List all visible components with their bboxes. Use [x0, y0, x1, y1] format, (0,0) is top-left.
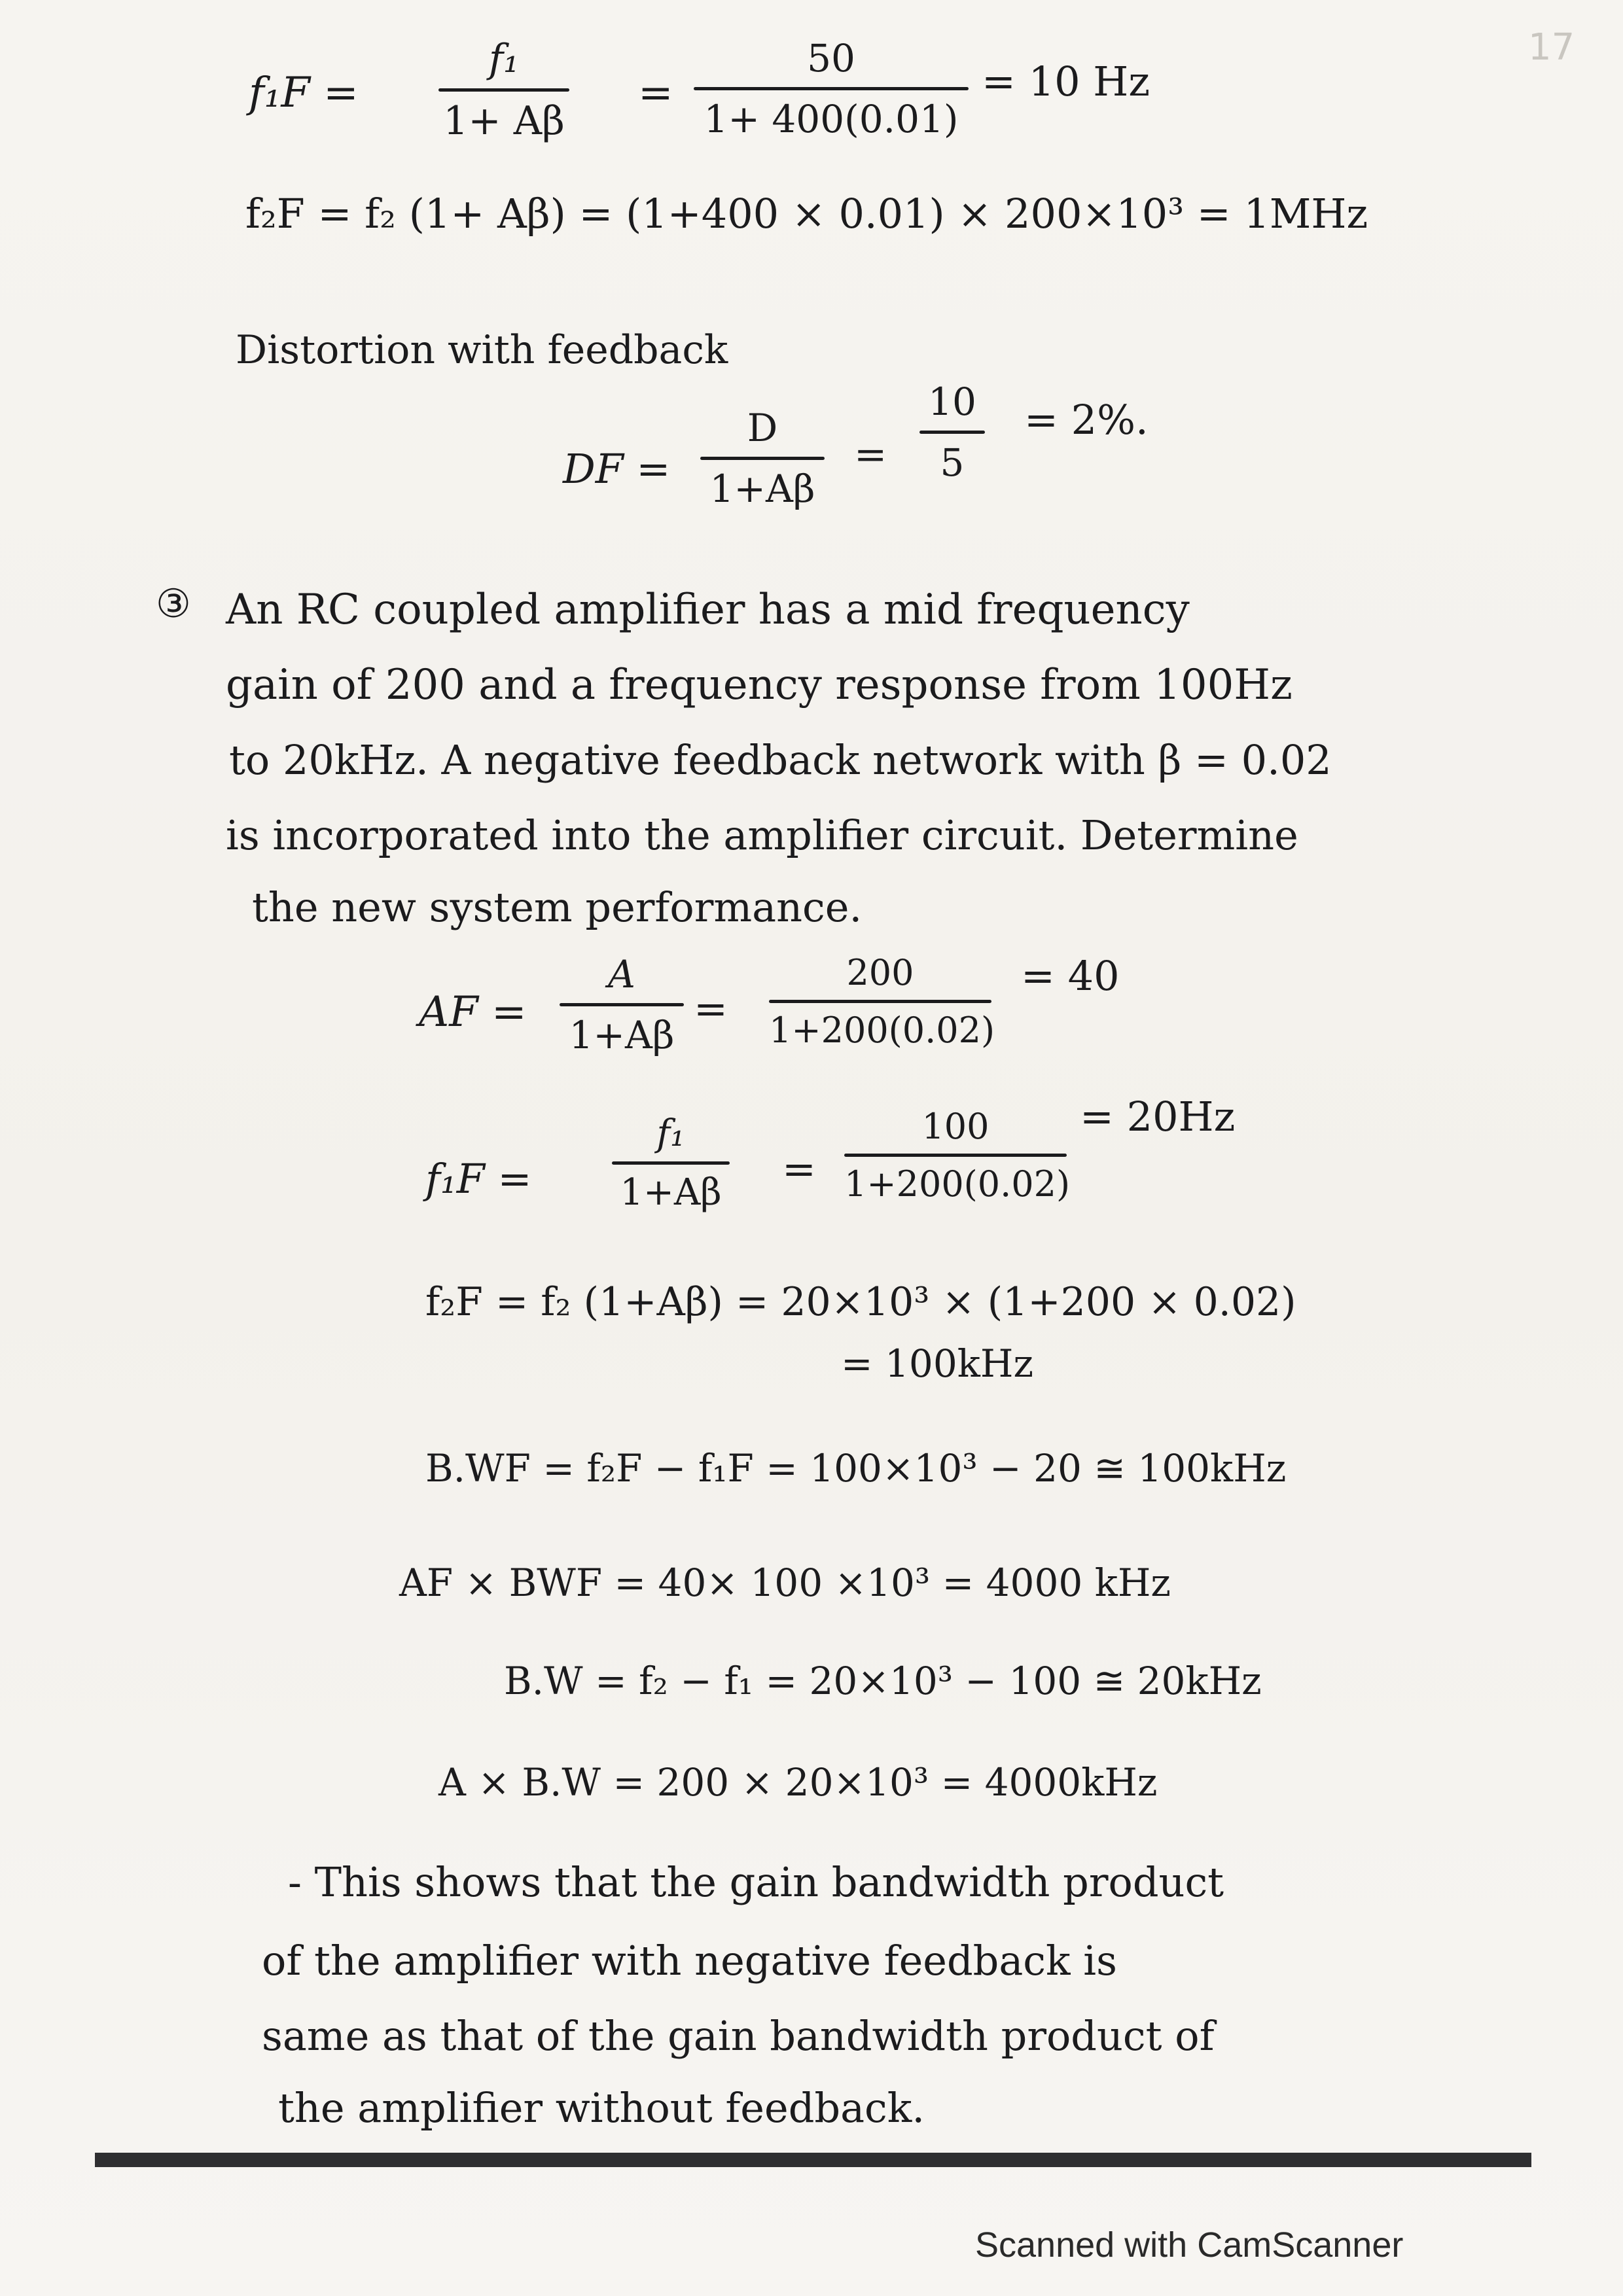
distortion-heading: Distortion with feedback [236, 327, 728, 373]
eq4-equals: = [694, 985, 728, 1033]
eq3-denominator: 1+Aβ [709, 467, 815, 511]
eq3-result: = 2%. [1024, 396, 1149, 444]
equation-f2f-second-result: = 100kHz [841, 1341, 1034, 1386]
eq5-lhs: f₁F = [425, 1155, 532, 1203]
eq4-numerator-2: 200 [846, 952, 914, 993]
eq1-result: = 10 Hz [982, 58, 1150, 105]
eq5-fraction [612, 1112, 730, 1214]
eq5-equals: = [782, 1145, 816, 1193]
eq1-fraction-2 [694, 36, 969, 141]
conclusion-line-3: same as that of the gain bandwidth product of [262, 2012, 1215, 2060]
eq1-denominator-2: 1+ 400(0.01) [704, 97, 959, 141]
eq4-fraction-bar-2 [769, 1000, 991, 1003]
eq5-fraction-2 [844, 1106, 1071, 1205]
eq1-numerator: f₁ [488, 36, 520, 82]
eq1-denominator: 1+ Aβ [443, 98, 565, 144]
equation-gain-bandwidth-feedback: AF × BWF = 40× 100 ×10³ = 4000 kHz [399, 1561, 1171, 1605]
eq3-fraction-bar-2 [919, 431, 985, 434]
eq1-lhs: f₁F = [249, 69, 359, 117]
eq4-fraction [560, 952, 684, 1057]
eq4-lhs: AF = [419, 988, 527, 1036]
eq1-equals: = [638, 69, 673, 117]
eq4-result: = 40 [1021, 952, 1120, 1000]
eq4-denominator: 1+Aβ [569, 1013, 675, 1057]
eq1-numerator-2: 50 [807, 36, 855, 80]
eq5-fraction-bar [612, 1161, 730, 1165]
eq4-fraction-bar [560, 1003, 684, 1006]
eq3-denominator-2: 5 [940, 440, 965, 485]
eq4-denominator-2: 1+200(0.02) [769, 1010, 995, 1051]
eq3-lhs: DF = [563, 445, 671, 493]
eq5-result: = 20Hz [1080, 1093, 1236, 1140]
scanner-watermark: Scanned with CamScanner [975, 2225, 1404, 2265]
eq3-fraction-2 [919, 380, 985, 485]
scan-edge-bar [95, 2153, 1531, 2167]
eq3-fraction [700, 406, 825, 511]
eq1-fraction-bar [438, 88, 569, 92]
eq1-fraction-bar-2 [694, 87, 969, 90]
eq5-numerator: f₁ [656, 1112, 685, 1155]
eq4-fraction-2 [769, 952, 995, 1051]
conclusion-line-1: - This shows that the gain bandwidth product [288, 1858, 1224, 1906]
problem-line-1: An RC coupled amplifier has a mid frequency [226, 586, 1190, 634]
equation-f2f-second: f₂F = f₂ (1+Aβ) = 20×10³ × (1+200 × 0.02) [425, 1279, 1296, 1325]
conclusion-line-4: the amplifier without feedback. [278, 2084, 925, 2132]
eq5-denominator-2: 1+200(0.02) [844, 1163, 1071, 1205]
conclusion-line-2: of the amplifier with negative feedback is [262, 1937, 1117, 1985]
equation-bandwidth: B.W = f₂ − f₁ = 20×10³ − 100 ≅ 20kHz [504, 1659, 1262, 1703]
problem-line-2: gain of 200 and a frequency response from 100Hz [226, 661, 1293, 709]
eq4-numerator: A [608, 952, 635, 997]
equation-bandwidth-feedback: B.WF = f₂F − f₁F = 100×10³ − 20 ≅ 100kHz [425, 1446, 1287, 1491]
eq5-denominator: 1+Aβ [620, 1171, 722, 1214]
problem-line-4: is incorporated into the amplifier circuit. Determine [226, 811, 1298, 859]
equation-f2f: f₂F = f₂ (1+ Aβ) = (1+400 × 0.01) × 200×10³ = 1MHz [245, 190, 1368, 238]
eq3-numerator: D [747, 406, 778, 450]
problem-line-5: the new system performance. [252, 883, 863, 931]
eq1-fraction [438, 36, 569, 144]
eq3-fraction-bar [700, 457, 825, 460]
problem-line-3: to 20kHz. A negative feedback network with β = 0.02 [229, 736, 1332, 784]
eq5-fraction-bar-2 [844, 1154, 1067, 1157]
eq3-equals: = [854, 432, 887, 478]
page-number: 17 [1528, 26, 1575, 69]
equation-gain-bandwidth: A × B.W = 200 × 20×10³ = 4000kHz [438, 1760, 1158, 1805]
eq3-numerator-2: 10 [928, 380, 976, 424]
problem-number: ③ [156, 581, 191, 627]
eq5-numerator-2: 100 [921, 1106, 990, 1147]
